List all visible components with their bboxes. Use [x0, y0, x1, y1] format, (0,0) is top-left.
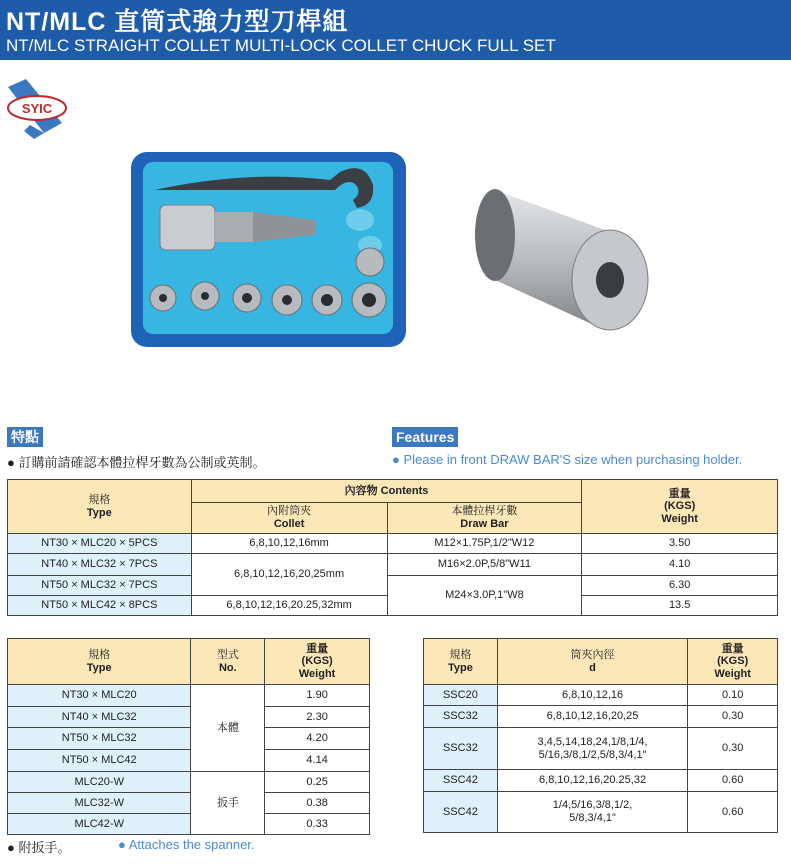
table-row: NT50 × MLC42 4.14 [8, 750, 370, 772]
table-row: NT30 × MLC20 本體 1.90 [8, 685, 370, 707]
col-collet-header: 內附筒夾 Collet [191, 503, 387, 534]
footer-note-zh [7, 837, 71, 856]
footer-note-zh-text: 附扳手。 [18, 840, 71, 855]
footer-note-en-text: Attaches the spanner. [128, 837, 255, 852]
table-row: MLC20-W 扳手 0.25 [8, 772, 370, 793]
group-spanner: 扳手 [191, 772, 265, 835]
col-d-header: 筒夾內徑 d [497, 639, 688, 685]
straight-collet-image [465, 170, 665, 340]
page-title-en: NT/MLC STRAIGHT COLLET MULTI-LOCK COLLET CHUCK FULL SET [6, 36, 556, 55]
features-note-en-text: Please in front DRAW BAR'S size when purchasing holder. [403, 452, 743, 467]
table-row: SSC42 1/4,5/16,3/8,1/2, 5/8,3/4,1" 0.60 [424, 792, 778, 833]
features-tag-en: Features [392, 427, 458, 447]
bullet-icon: ● [7, 840, 15, 855]
bullet-icon: ● [7, 455, 15, 470]
holder-spanner-table [7, 638, 370, 835]
page-title-zh: NT/MLC 直筒式強力型刀桿組 [6, 8, 349, 36]
bullet-icon: ● [392, 452, 400, 467]
table-row: NT50 × MLC32 × 7PCS M24×3.0P,1"W8 6.30 [8, 576, 778, 596]
table-row: NT50 × MLC32 4.20 [8, 728, 370, 750]
table-row: SSC42 6,8,10,12,16,20.25,32 0.60 [424, 770, 778, 792]
header-banner [0, 0, 791, 60]
col-type-header: 規格 Type [424, 639, 498, 685]
table-row: NT30 × MLC20 × 5PCS 6,8,10,12,16mm M12×1.75P,1/2"W12 3.50 [8, 534, 778, 554]
table-row: SSC20 6,8,10,12,16 0.10 [424, 685, 778, 706]
features-note-en [392, 452, 742, 467]
col-type-header: 規格 Type [8, 480, 192, 534]
col-weight-header: 重量 (KGS) Weight [582, 480, 778, 534]
col-contents-header: 內容物 Contents [191, 480, 582, 503]
footer-note-en [118, 837, 255, 852]
col-no-header: 型式 No. [191, 639, 265, 685]
table-row: NT50 × MLC42 × 8PCS 6,8,10,12,16,20.25,32mm 13.5 [8, 596, 778, 616]
table-row: NT40 × MLC32 × 7PCS 6,8,10,12,16,20,25mm M16×2.0P,5/8"W11 4.10 [8, 554, 778, 576]
table-row: MLC42-W 0.33 [8, 814, 370, 835]
col-drawbar-header: 本體拉桿牙數 Draw Bar [387, 503, 582, 534]
col-weight-header: 重量 (KGS) Weight [688, 639, 778, 685]
syic-logo [4, 75, 74, 141]
features-tag-zh: 特點 [7, 427, 43, 447]
col-type-header: 規格 Type [8, 639, 191, 685]
table-row: SSC32 6,8,10,12,16,20,25 0.30 [424, 706, 778, 728]
features-note-zh-text: 訂購前請確認本體拉桿牙數為公制或英制。 [18, 455, 266, 470]
group-body: 本體 [191, 685, 265, 772]
bullet-icon: ● [118, 837, 126, 852]
chuck-set-case-image [125, 150, 410, 350]
features-note-zh [7, 452, 266, 471]
table-row: SSC32 3,4,5,14,18,24,1/8,1/4, 5/16,3/8,1/2,5/8,3/4,1" 0.30 [424, 728, 778, 770]
table-row: MLC32-W 0.38 [8, 793, 370, 814]
full-set-table [7, 479, 778, 616]
col-weight-header: 重量 (KGS) Weight [265, 639, 370, 685]
collet-table [423, 638, 778, 833]
logo-text: SYIC [21, 101, 53, 116]
table-row: NT40 × MLC32 2.30 [8, 707, 370, 728]
